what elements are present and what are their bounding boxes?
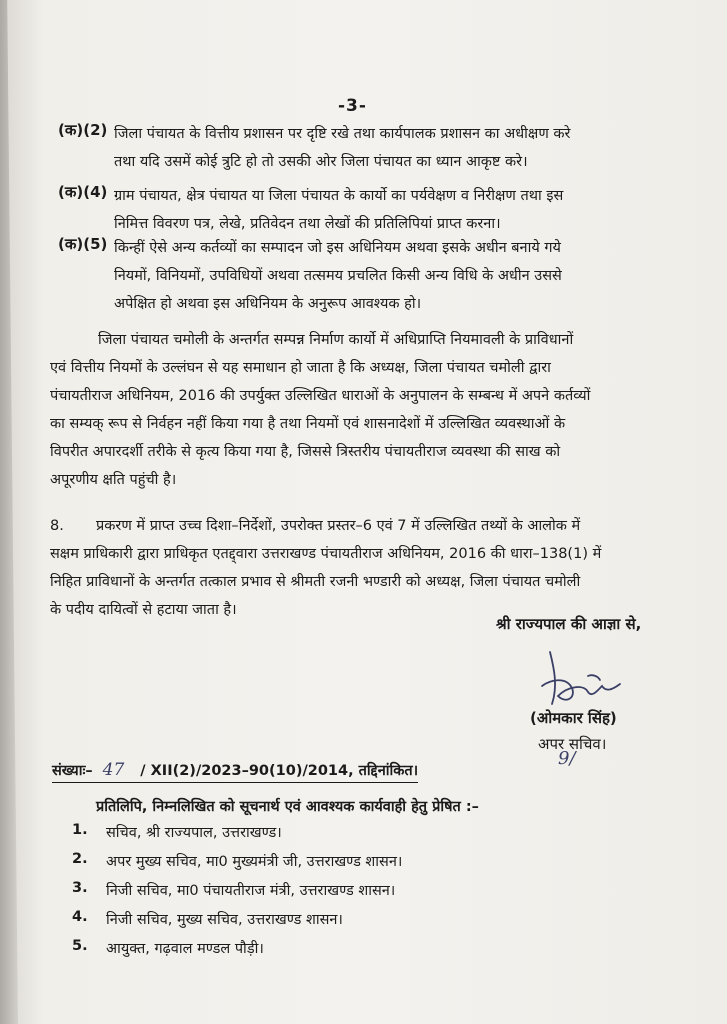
order-line: श्री राज्यपाल की आज्ञा से, [496, 615, 642, 633]
clause-line: जिला पंचायत के वित्तीय प्रशासन पर दृष्टि रखे तथा कार्यपालक प्रशासन का अधीक्षण करे [114, 126, 571, 142]
list-number: 3. [72, 880, 88, 896]
signatory-name: (ओमकार सिंह) [530, 709, 617, 727]
signatory-designation: अपर सचिव। [538, 735, 607, 753]
para-line: सक्षम प्राधिकारी द्वारा प्राधिकृत एतद्द्वारा उत्तराखण्ड पंचायतीराज अधिनियम, 2016 की धारा–138(1) में [50, 546, 602, 562]
reference-text: / XII(2)/2023–90(10)/2014, तद्दिनांकित। [140, 763, 419, 779]
clause-body [114, 234, 668, 318]
paragraph-number: 8. [50, 518, 64, 534]
clause-number: (क)(4) [58, 183, 108, 201]
page-number: -3- [338, 96, 367, 116]
clause-line: निमित्त विवरण पत्र, लेखे, प्रतिवेदन तथा लेखों की प्रतिलिपियां प्राप्त करना। [114, 216, 501, 232]
para-line: का सम्यक् रूप से निर्वहन नहीं किया गया है तथा नियमों एवं शासनादेशों में उल्लिखित व्यवस्थाओं के [50, 416, 566, 432]
para-line: विपरीत अपारदर्शी तरीके से कृत्य किया गया है, जिससे त्रिस्तरीय पंचायतीराज व्यवस्था की साख को [50, 444, 561, 460]
paragraph-main [50, 326, 670, 494]
clause-k2 [58, 120, 668, 176]
page-edge-shadow [0, 0, 18, 1024]
para-line: के पदीय दायित्वों से हटाया जाता है। [50, 602, 237, 618]
para-line: अपूरणीय क्षति पहुंची है। [50, 472, 177, 488]
clause-line: तथा यदि उसमें कोई त्रुटि हो तो उसकी ओर जिला पंचायत का ध्यान आकृष्ट करे। [114, 154, 528, 170]
list-text: सचिव, श्री राज्यपाल, उत्तराखण्ड। [106, 825, 282, 841]
list-text: निजी सचिव, मा0 पंचायतीराज मंत्री, उत्तराखण्ड शासन। [106, 883, 396, 899]
para-line: निहित प्राविधानों के अन्तर्गत तत्काल प्रभाव से श्रीमती रजनी भण्डारी को अध्यक्ष, जिला पंचायत चमोली [50, 574, 581, 590]
handwritten-number: 47 [102, 760, 125, 780]
list-number: 4. [72, 909, 88, 925]
clause-number: (क)(2) [58, 121, 108, 139]
para-line: जिला पंचायत चमोली के अन्तर्गत सम्पन्न निर्माण कार्यो में अधिप्राप्ति नियमावली के प्राविधानों [98, 332, 574, 348]
reference-line [52, 760, 418, 783]
para-line: 8. प्रकरण में प्राप्त उच्च दिशा–निर्देशों, उपरोक्त प्रस्तर–6 एवं 7 में उल्लिखित तथ्यों के आलोक में [50, 512, 670, 540]
clause-line: किन्हीं ऐसे अन्य कर्तव्यों का सम्पादन जो इस अधिनियम अथवा इसके अधीन बनाये गये [114, 240, 561, 256]
list-text: निजी सचिव, मुख्य सचिव, उत्तराखण्ड शासन। [106, 912, 343, 928]
para-line: एवं वित्तीय नियमों के उल्लंघन से यह समाधान हो जाता है कि अध्यक्ष, जिला पंचायत चमोली द्वारा [50, 360, 551, 376]
clause-line: अपेक्षित हो अथवा इस अधिनियम के अनुरूप आवश्यक हो। [114, 296, 422, 312]
list-number: 1. [72, 822, 88, 838]
handwritten-initials: 9/ [558, 748, 576, 769]
para-line: पंचायतीराज अधिनियम, 2016 की उपर्युक्त उल्लिखित धाराओं के अनुपालन के सम्बन्ध में अपने कर्तव्यों [50, 388, 591, 404]
clause-number: (क)(5) [58, 235, 108, 253]
clause-body [114, 182, 668, 238]
signature [528, 646, 628, 716]
copy-heading: प्रतिलिपि, निम्नलिखित को सूचनार्थ एवं आवश्यक कार्यवाही हेतु प्रेषित :– [96, 799, 479, 815]
list-number: 2. [72, 851, 88, 867]
clause-line: ग्राम पंचायत, क्षेत्र पंचायत या जिला पंचायत के कार्यो का पर्यवेक्षण व निरीक्षण तथा इस [114, 188, 564, 204]
list-text: अपर मुख्य सचिव, मा0 मुख्यमंत्री जी, उत्तराखण्ड शासन। [106, 854, 403, 870]
clause-k4 [58, 182, 668, 238]
clause-line: नियमों, विनियमों, उपविधियों अथवा तत्समय प्रचलित किसी अन्य विधि के अधीन उससे [114, 268, 562, 284]
clause-body [114, 120, 668, 176]
reference-label: संख्याः– [52, 763, 93, 779]
paragraph-8 [50, 512, 670, 624]
clause-k5 [58, 234, 668, 318]
list-text: आयुक्त, गढ़वाल मण्डल पौड़ी। [106, 941, 264, 957]
list-number: 5. [72, 938, 88, 954]
